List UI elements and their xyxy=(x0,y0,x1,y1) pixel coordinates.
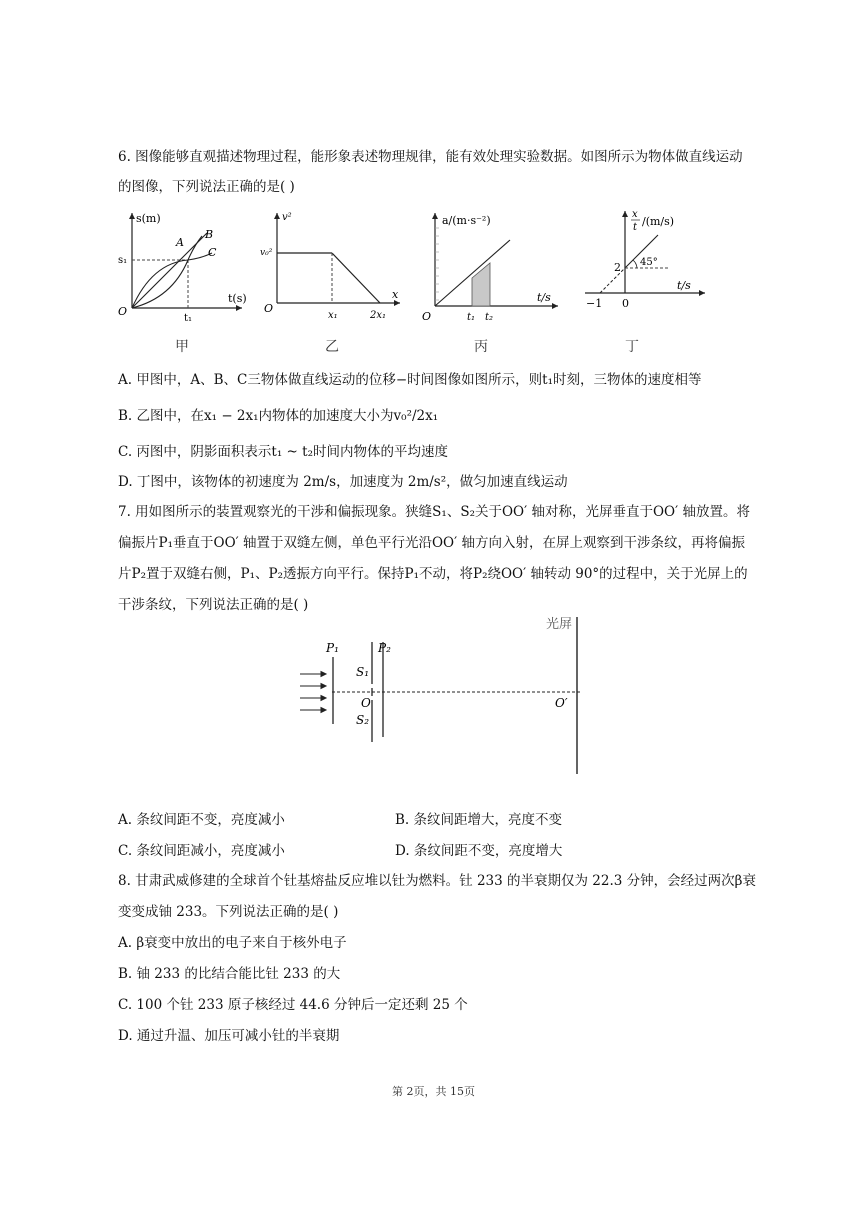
q7-option-d: D. 条纹间距不变，亮度增大 xyxy=(395,843,563,859)
bing-ylabel: a/(m·s⁻²) xyxy=(442,214,491,227)
q8-option-b: B. 铀 233 的比结合能比钍 233 的大 xyxy=(118,966,341,982)
q6-stem-line2: 的图像，下列说法正确的是( ) xyxy=(118,179,295,195)
bing-t1: t₁ xyxy=(467,312,476,323)
ding-ylabel-den: t xyxy=(633,222,638,233)
q6-option-b: B. 乙图中，在x₁ − 2x₁内物体的加速度大小为v₀²/2x₁ xyxy=(118,408,439,424)
caption-bing: 丙 xyxy=(474,339,488,355)
shaded-area xyxy=(472,263,490,306)
yi-x2: 2x₁ xyxy=(370,310,387,321)
q8-line1: 8. 甘肃武威修建的全球首个钍基熔盐反应堆以钍为燃料。钍 233 的半衰期仅为 22.3 分钟，会经过两次β衰 xyxy=(118,873,756,889)
ding-ylabel-num: x xyxy=(632,209,638,220)
ding-minus-one: −1 xyxy=(586,297,603,310)
graph-jia xyxy=(112,208,252,326)
bing-t2: t₂ xyxy=(485,312,494,323)
q7-line2: 偏振片P₁垂直于OO′ 轴置于双缝左侧，单色平行光沿OO′ 轴方向入射，在屏上观察到干涉条纹，再将偏振 xyxy=(118,535,745,551)
yi-v0: v₀² xyxy=(260,248,273,258)
ding-angle: 45° xyxy=(640,257,658,268)
caption-yi: 乙 xyxy=(325,339,339,355)
q7-option-a: A. 条纹间距不变，亮度减小 xyxy=(118,812,285,828)
q7-apparatus-figure xyxy=(290,612,590,777)
jia-origin: O xyxy=(118,305,128,318)
curve-c xyxy=(132,253,212,308)
q7-option-c: C. 条纹间距减小，亮度减小 xyxy=(118,843,285,859)
q6-option-c: C. 丙图中，阴影面积表示t₁ ~ t₂时间内物体的平均速度 xyxy=(118,444,448,460)
label-s2: S₂ xyxy=(356,713,370,727)
bing-origin: O xyxy=(422,310,432,323)
jia-s1: s₁ xyxy=(118,255,128,266)
caption-jia: 甲 xyxy=(175,339,189,355)
q6-option-d: D. 丁图中，该物体的初速度为 2m/s，加速度为 2m/s²，做匀加速直线运动 xyxy=(118,474,568,490)
q7-line1: 7. 用如图所示的装置观察光的干涉和偏振现象。狭缝S₁、S₂关于OO′ 轴对称，光屏垂直于OO′ 轴放置。将 xyxy=(118,504,750,520)
jia-C: C xyxy=(208,246,217,259)
caption-ding: 丁 xyxy=(625,339,639,355)
graph-ding xyxy=(580,203,710,326)
jia-A: A xyxy=(176,236,184,249)
label-p2: P₂ xyxy=(378,641,391,655)
yi-origin: O xyxy=(264,302,274,315)
bing-xlabel: t/s xyxy=(537,291,551,304)
q6-option-a: A. 甲图中，A、B、C三物体做直线运动的位移−时间图像如图所示，则t₁时刻，三物体的速度相等 xyxy=(118,372,702,388)
yi-xlabel: x xyxy=(392,288,399,301)
q8-option-a: A. β衰变中放出的电子来自于核外电子 xyxy=(118,935,347,951)
ding-ylabel-unit: /(m/s) xyxy=(642,215,675,228)
label-screen: 光屏 xyxy=(546,617,573,632)
label-p1: P₁ xyxy=(326,641,339,655)
q8-line2: 变变成铀 233。下列说法正确的是( ) xyxy=(118,904,339,920)
yi-x1: x₁ xyxy=(328,310,338,321)
jia-ylabel: s(m) xyxy=(136,212,161,225)
graph-bing xyxy=(420,208,565,326)
label-o: O xyxy=(361,696,371,710)
jia-xlabel: t(s) xyxy=(228,292,247,305)
ding-zero: 0 xyxy=(622,297,629,310)
graph-yi xyxy=(262,208,407,326)
q7-option-b: B. 条纹间距增大，亮度不变 xyxy=(395,812,563,828)
jia-t1: t₁ xyxy=(184,313,193,324)
q8-option-d: D. 通过升温、加压可减小钍的半衰期 xyxy=(118,1028,340,1044)
jia-B: B xyxy=(205,228,214,241)
q6-stem-line1: 6. 图像能够直观描述物理过程，能形象表述物理规律，能有效处理实验数据。如图所示为物体做直线运动 xyxy=(118,149,743,165)
ding-xlabel: t/s xyxy=(677,279,691,292)
label-o-prime: O′ xyxy=(555,696,568,710)
label-s1: S₁ xyxy=(356,665,370,679)
ding-two: 2 xyxy=(614,261,621,274)
q7-line4: 干涉条纹，下列说法正确的是( ) xyxy=(118,597,309,613)
yi-ylabel: v² xyxy=(282,212,292,223)
q7-line3: 片P₂置于双缝右侧，P₁、P₂透振方向平行。保持P₁不动，将P₂绕OO′ 轴转动 90°的过程中，关于光屏上的 xyxy=(118,566,748,582)
q8-option-c: C. 100 个钍 233 原子核经过 44.6 分钟后一定还剩 25 个 xyxy=(118,997,468,1013)
page-footer: 第 2页，共 15页 xyxy=(392,1085,475,1098)
